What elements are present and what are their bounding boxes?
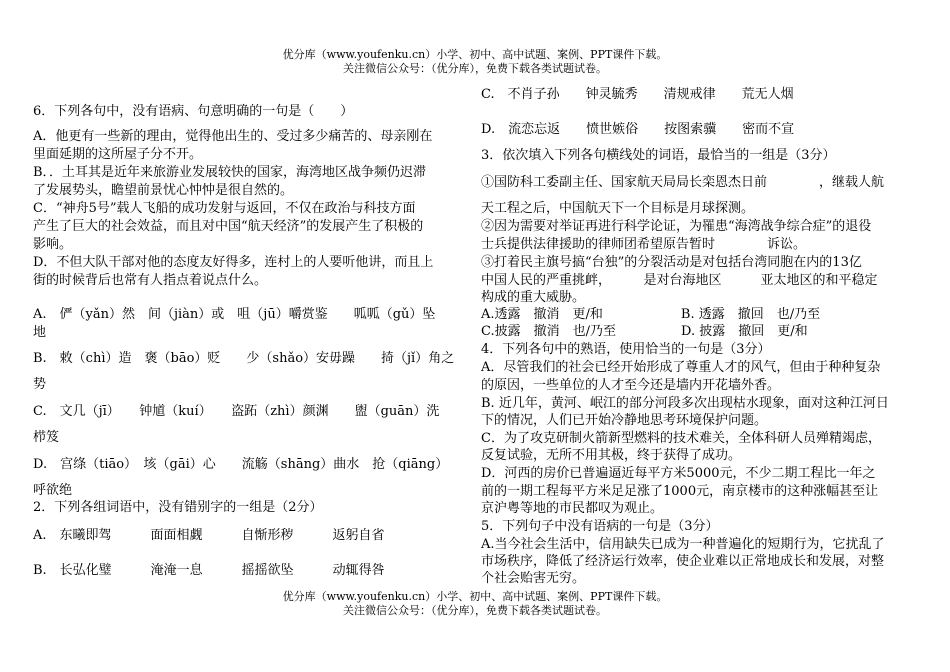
- pinyin-option-b-cont: 势: [33, 377, 47, 392]
- question-6-stem: 6．下列各句中，没有语病、句意明确的一句是（ ）: [33, 104, 354, 119]
- question-4-option-d-cont: 前的一期工程每平方米足足涨了1000元，南京楼市的这种涨幅甚至让: [481, 484, 879, 499]
- question-4-option-c-cont: 反复试验，无所不用其极，终于获得了成功。: [481, 448, 742, 463]
- question-2-option-b: B. 长弘化璧 淹淹一息 摇摇欲坠 动辄得咎: [33, 563, 385, 578]
- question-6-option-c-cont: 产生了巨大的社会效益，而且对中国“航天经济”的发展产生了积极的: [33, 219, 424, 234]
- question-2-option-c: C. 不肖子孙 钟灵毓秀 清规戒律 荒无人烟: [481, 87, 794, 102]
- question-4-option-d-cont2: 京沪粤等地的市民都叹为观止。: [481, 501, 664, 516]
- question-3-sentence-3: ③打着民主旗号搞“台独”的分裂活动是对包括台湾同胞在内的13亿: [481, 255, 862, 270]
- question-5-option-a-cont: 市场秩序，降低了经济运行效率，使企业难以正常地成长和发展，对整: [481, 554, 885, 569]
- question-3-sentence-2-cont: 士兵提供法律援助的律师团希望原告暂时 诉讼。: [481, 237, 807, 252]
- page-footer: [0, 590, 950, 618]
- question-6-option-c-cont2: 影响。: [33, 237, 73, 252]
- question-3-stem: 3．依次填入下列各句横线处的词语，最恰当的一组是（3分）: [481, 148, 836, 163]
- footer-line-1: 优分库（www.youfenku.cn）小学、初中、高中试题、案例、PPT课件下载。: [282, 590, 668, 603]
- question-4-option-b: B. 近几年，黄河、岷江的部分河段多次出现枯水现象，面对这种江河日: [481, 396, 889, 411]
- question-3-sentence-1-cont: 天工程之后，中国航天下一个目标是月球探测。: [481, 201, 755, 216]
- question-5-stem: 5．下列句子中没有语病的一句是（3分）: [481, 519, 719, 534]
- question-6-option-c: C．“神舟5号”载人飞船的成功发射与返回，不仅在政治与科技方面: [33, 201, 416, 216]
- question-3-sentence-3-cont2: 构成的重大威胁。: [481, 290, 586, 305]
- question-4-option-c: C．为了攻克研制火箭新型燃料的技术难关，全体科研人员殚精竭虑，: [481, 431, 881, 446]
- pinyin-option-d: D. 宫绦（tiāo） 垓（gāi）心 流觞（shāng）曲水 抢（qiāng）: [33, 457, 449, 472]
- question-3-sentence-1: ①国防科工委副主任、国家航天局局长栾恩杰日前 ，继载人航: [481, 175, 885, 190]
- footer-line-2: 关注微信公众号：（优分库），免费下载各类试题试卷。: [343, 604, 607, 617]
- pinyin-option-c-cont: 栉笈: [33, 430, 60, 445]
- question-6-option-d-cont: 街的时候背后也常有人指点着说点什么。: [33, 273, 268, 288]
- pinyin-option-a: A. 俨（yǎn）然 间（jiàn）或 咀（jū）嚼赏鉴 呱呱（gǔ）坠: [33, 307, 436, 322]
- question-5-option-a: A.当今社会生活中，信用缺失已成为一种普遍化的短期行为，它扰乱了: [481, 537, 885, 552]
- question-2-stem: 2．下列各组词语中，没有错别字的一组是（2分）: [33, 500, 323, 515]
- header-line-2: 关注微信公众号：（优分库），免费下载各类试题试卷。: [343, 62, 607, 75]
- question-4-option-a-cont: 的原因，一些单位的人才至今还是墙内开花墙外香。: [481, 378, 781, 393]
- question-3-options-ab: A.透露 撤消 更/和 B. 透露 撤回 也/乃至: [481, 307, 821, 322]
- question-6-option-a-cont: 里面延期的这所屋子分不开。: [33, 147, 203, 162]
- question-4-stem: 4．下列各句中的熟语，使用恰当的一句是（3分）: [481, 342, 771, 357]
- question-3-sentence-2: ②因为需要对举证再进行科学论证，为罹患“海湾战争综合症”的退役: [481, 219, 872, 234]
- question-6-option-b-cont: 了发展势头，瞻望前景忧心忡忡是很自然的。: [33, 183, 294, 198]
- question-6-option-b: B．．土耳其是近年来旅游业发展较快的国家，海湾地区战争频仍迟滞: [33, 165, 427, 180]
- pinyin-option-d-cont: 呼欲绝: [33, 483, 73, 498]
- pinyin-option-c: C. 文几（jī） 钟馗（kuí） 盗跖（zhì）颜渊 盥（guān）洗: [33, 404, 440, 419]
- question-2-option-d: D. 流恋忘返 愤世嫉俗 按图索骥 密而不宣: [481, 122, 795, 137]
- header-line-1: 优分库（www.youfenku.cn）小学、初中、高中试题、案例、PPT课件下载。: [282, 48, 668, 61]
- question-5-option-a-cont2: 个社会贻害无穷。: [481, 571, 586, 586]
- question-4-option-b-cont: 下的情况，人们已开始冷静地思考环境保护问题。: [481, 413, 768, 428]
- question-4-option-a: A．尽管我们的社会已经开始形成了尊重人才的风气，但由于种种复杂: [481, 360, 881, 375]
- pinyin-option-b: B. 敕（chì）造 褒（bāo）贬 少（shǎo）安毋躁 掎（jǐ）角之: [33, 351, 455, 366]
- question-6-option-a: A．他更有一些新的理由，觉得他出生的、受过多少痛苦的、母亲刚在: [33, 129, 433, 144]
- question-3-options-cd: C.披露 撤消 也/乃至 D. 披露 撤回 更/和: [481, 324, 808, 339]
- question-2-option-a: A. 东曦即驾 面面相觑 自惭形秽 返躬自省: [33, 528, 385, 543]
- question-6-option-d: D．不但大队干部对他的态度友好得多，连村上的人要听他讲，而且上: [33, 255, 434, 270]
- question-3-sentence-3-cont: 中国人民的严重挑衅， 是对台海地区 亚太地区的和平稳定: [481, 273, 878, 288]
- page-header: [0, 48, 950, 76]
- question-4-option-d: D．河西的房价已普遍逼近每平方米5000元，不少二期工程比一年之: [481, 466, 876, 481]
- pinyin-option-a-cont: 地: [33, 325, 47, 340]
